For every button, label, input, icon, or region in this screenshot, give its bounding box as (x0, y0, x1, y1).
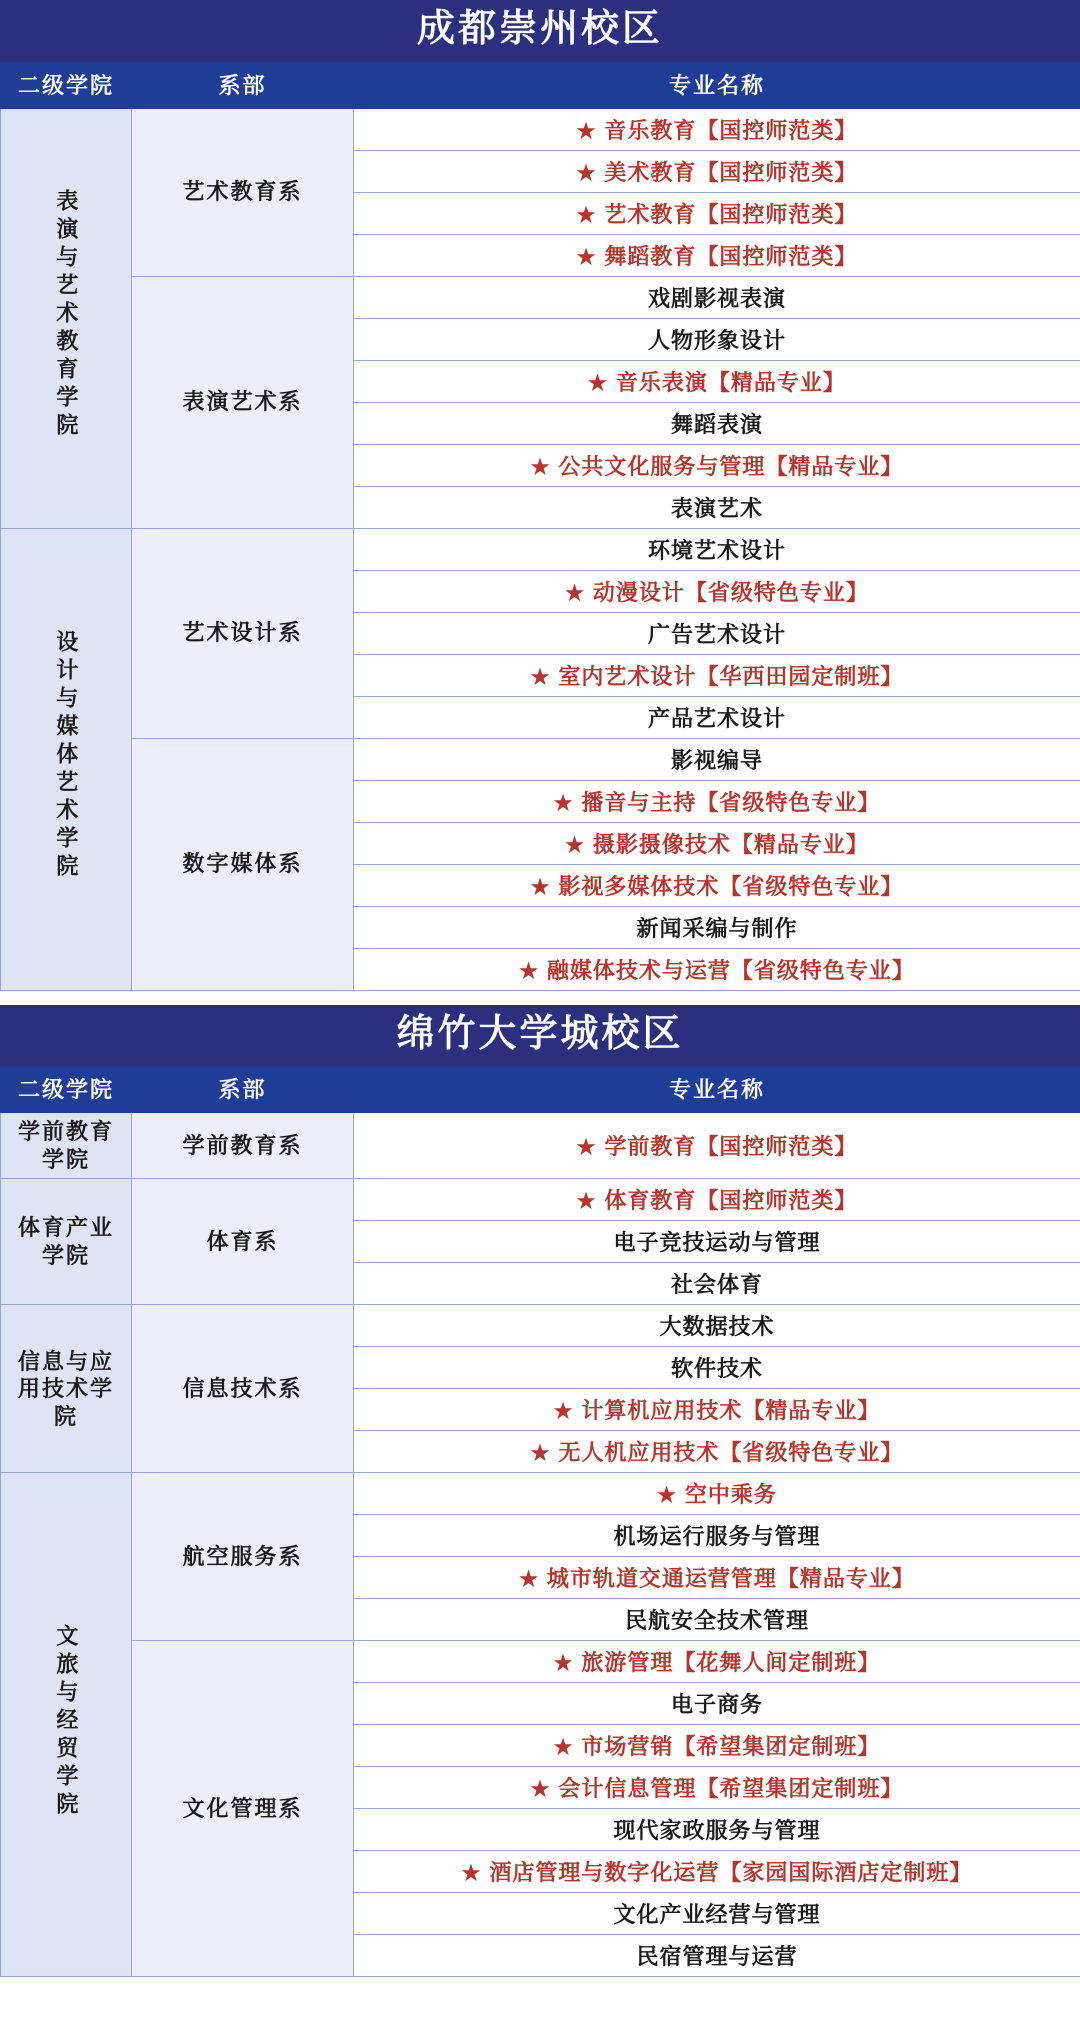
major-label: 美术教育【国控师范类】 (604, 159, 858, 185)
college-cell: 信息与应用技术学院 (1, 1305, 132, 1473)
table-row (1, 276, 1080, 318)
star-icon: ★ (576, 203, 597, 227)
college-cell: 学前教育学院 (1, 1113, 132, 1179)
star-icon: ★ (576, 245, 597, 269)
major-label: 学前教育【国控师范类】 (604, 1134, 858, 1160)
major-cell: 新闻采编与制作 (354, 906, 1080, 948)
department-cell: 文化管理系 (132, 1641, 354, 1977)
major-label: 艺术教育【国控师范类】 (604, 201, 858, 227)
major-cell: 产品艺术设计 (354, 696, 1080, 738)
major-label: 体育教育【国控师范类】 (604, 1188, 858, 1214)
major-cell (354, 864, 1080, 906)
table-header-row (1, 62, 1080, 108)
table-row (1, 1473, 1080, 1515)
star-icon: ★ (657, 1484, 677, 1508)
table-row (1, 1641, 1080, 1683)
major-cell: 电子竞技运动与管理 (354, 1221, 1080, 1263)
major-label: 城市轨道交通运营管理【精品专业】 (546, 1566, 915, 1592)
star-icon: ★ (530, 1778, 551, 1802)
table-row (1, 528, 1080, 570)
major-label: 影视多媒体技术【省级特色专业】 (558, 873, 904, 899)
column-header-college: 二级学院 (1, 62, 132, 108)
campus-block (0, 0, 1080, 991)
college-label: 设计与媒体艺术学院 (53, 629, 79, 882)
table-row (1, 738, 1080, 780)
major-cell: 机场运行服务与管理 (354, 1515, 1080, 1557)
major-cell: 表演艺术 (354, 486, 1080, 528)
major-cell: 社会体育 (354, 1263, 1080, 1305)
major-cell (354, 444, 1080, 486)
major-cell (354, 1431, 1080, 1473)
department-cell: 艺术设计系 (132, 528, 354, 738)
campus-title: 成都崇州校区 (0, 0, 1080, 62)
college-cell: 体育产业学院 (1, 1179, 132, 1305)
major-cell (354, 360, 1080, 402)
column-header-major: 专业名称 (354, 1067, 1080, 1113)
major-label: 音乐教育【国控师范类】 (604, 117, 858, 143)
major-label: 酒店管理与数字化运营【家园国际酒店定制班】 (489, 1860, 973, 1886)
department-cell: 表演艺术系 (132, 276, 354, 528)
major-cell: 人物形象设计 (354, 318, 1080, 360)
section-divider (0, 991, 1080, 1005)
star-icon: ★ (576, 1190, 597, 1214)
table-row (1, 1113, 1080, 1179)
major-cell (354, 1113, 1080, 1179)
major-cell: 广告艺术设计 (354, 612, 1080, 654)
major-label: 融媒体技术与运营【省级特色专业】 (546, 957, 915, 983)
campus-title: 绵竹大学城校区 (0, 1005, 1080, 1067)
major-label: 无人机应用技术【省级特色专业】 (558, 1440, 904, 1466)
major-cell: 民航安全技术管理 (354, 1599, 1080, 1641)
major-cell (354, 1473, 1080, 1515)
star-icon: ★ (588, 371, 608, 395)
major-cell (354, 822, 1080, 864)
major-cell (354, 948, 1080, 990)
department-cell: 数字媒体系 (132, 738, 354, 990)
major-label: 舞蹈教育【国控师范类】 (604, 243, 858, 269)
college-label: 文旅与经贸学院 (53, 1623, 79, 1820)
major-cell (354, 1389, 1080, 1431)
column-header-dept: 系部 (132, 62, 354, 108)
major-cell (354, 654, 1080, 696)
star-icon: ★ (553, 1400, 574, 1424)
star-icon: ★ (553, 1736, 574, 1760)
major-cell (354, 150, 1080, 192)
star-icon: ★ (553, 1652, 574, 1676)
major-label: 计算机应用技术【精品专业】 (581, 1398, 881, 1424)
star-icon: ★ (576, 119, 597, 143)
major-label: 室内艺术设计【华西田园定制班】 (558, 663, 904, 689)
college-cell (1, 528, 132, 990)
star-icon: ★ (530, 1442, 551, 1466)
majors-table (0, 1066, 1080, 1977)
table-header-row (1, 1067, 1080, 1113)
star-icon: ★ (565, 833, 585, 857)
major-cell: 影视编导 (354, 738, 1080, 780)
major-label: 空中乘务 (684, 1482, 777, 1508)
major-label: 音乐表演【精品专业】 (615, 369, 846, 395)
star-icon: ★ (461, 1862, 482, 1886)
major-cell (354, 1851, 1080, 1893)
major-cell (354, 1767, 1080, 1809)
major-label: 会计信息管理【希望集团定制班】 (558, 1776, 904, 1802)
major-cell: 软件技术 (354, 1347, 1080, 1389)
major-label: 市场营销【希望集团定制班】 (581, 1734, 881, 1760)
major-cell: 现代家政服务与管理 (354, 1809, 1080, 1851)
major-label: 摄影摄像技术【精品专业】 (592, 831, 869, 857)
major-cell: 文化产业经营与管理 (354, 1893, 1080, 1935)
major-cell: 民宿管理与运营 (354, 1935, 1080, 1977)
major-cell: 电子商务 (354, 1683, 1080, 1725)
major-cell (354, 1557, 1080, 1599)
major-cell (354, 1641, 1080, 1683)
major-cell: 戏剧影视表演 (354, 276, 1080, 318)
star-icon: ★ (565, 581, 585, 605)
major-cell: 大数据技术 (354, 1305, 1080, 1347)
star-icon: ★ (576, 161, 597, 185)
major-label: 旅游管理【花舞人间定制班】 (581, 1650, 881, 1676)
department-cell: 航空服务系 (132, 1473, 354, 1641)
major-label: 动漫设计【省级特色专业】 (592, 579, 869, 605)
department-cell: 信息技术系 (132, 1305, 354, 1473)
star-icon: ★ (553, 791, 574, 815)
star-icon: ★ (530, 875, 551, 899)
star-icon: ★ (530, 455, 551, 479)
star-icon: ★ (576, 1136, 597, 1160)
column-header-dept: 系部 (132, 1067, 354, 1113)
major-label: 播音与主持【省级特色专业】 (581, 789, 881, 815)
table-row (1, 108, 1080, 150)
major-cell (354, 1179, 1080, 1221)
star-icon: ★ (530, 665, 551, 689)
college-label: 表演与艺术教育学院 (53, 188, 79, 441)
campus-block (0, 1005, 1080, 1978)
column-header-major: 专业名称 (354, 62, 1080, 108)
major-cell (354, 570, 1080, 612)
major-label: 公共文化服务与管理【精品专业】 (558, 453, 904, 479)
major-cell (354, 780, 1080, 822)
table-row (1, 1305, 1080, 1347)
college-cell (1, 108, 132, 528)
column-header-college: 二级学院 (1, 1067, 132, 1113)
majors-table (0, 62, 1080, 991)
major-cell: 舞蹈表演 (354, 402, 1080, 444)
major-cell (354, 1725, 1080, 1767)
table-row (1, 1179, 1080, 1221)
department-cell: 体育系 (132, 1179, 354, 1305)
star-icon: ★ (519, 959, 539, 983)
major-cell (354, 234, 1080, 276)
major-cell: 环境艺术设计 (354, 528, 1080, 570)
major-cell (354, 192, 1080, 234)
department-cell: 学前教育系 (132, 1113, 354, 1179)
college-cell (1, 1473, 132, 1977)
star-icon: ★ (519, 1568, 539, 1592)
department-cell: 艺术教育系 (132, 108, 354, 276)
major-cell (354, 108, 1080, 150)
